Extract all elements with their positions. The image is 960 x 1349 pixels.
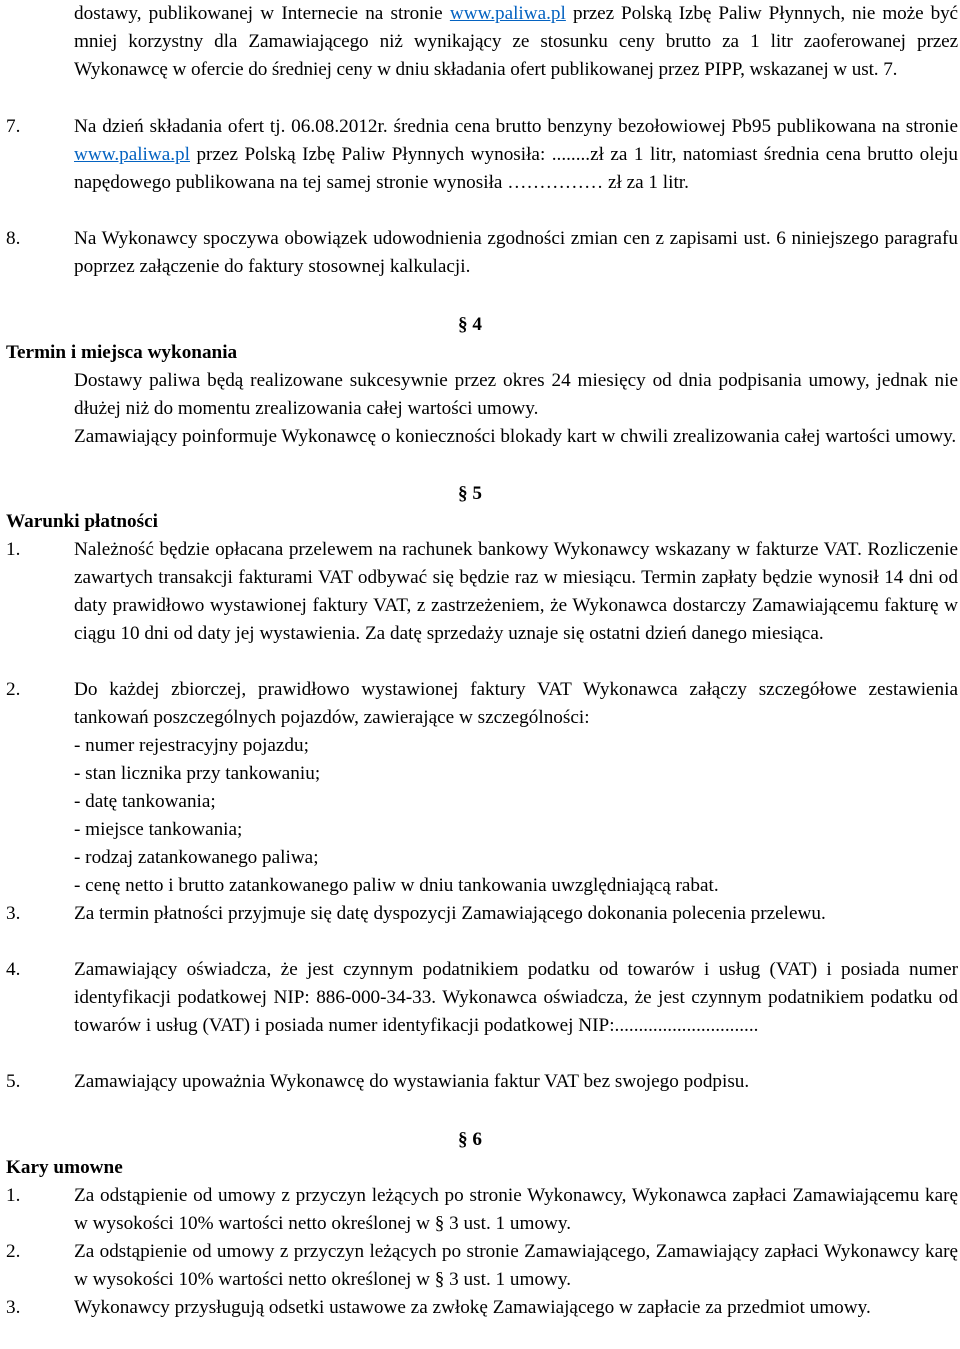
item-text: Należność będzie opłacana przelewem na rachunek bankowy Wykonawcy wskazany w fakturze VAT. Rozliczenie zawartych transakcji fakturami VAT odbywać się będzie raz w miesiącu. Termin zapłaty będzie wynosił 14 dni od daty prawidłowo wystawionej faktury VAT, z zastrzeżeniem, że Wykonawca dostarczy Zamawiającemu fakturę w ciągu 10 dni od daty jej wystawienia. Za datę sprzedaży uznaje się ostatni dzień danego miesiąca. bbox=[74, 539, 958, 644]
list-item: - stan licznika przy tankowaniu; bbox=[74, 763, 321, 784]
continuation-paragraph bbox=[74, 0, 958, 84]
list-item: - numer rejestracyjny pojazdu; bbox=[74, 735, 309, 756]
list-item: - miejsce tankowania; bbox=[74, 819, 243, 840]
item-text: Wykonawcy przysługują odsetki ustawowe za zwłokę Zamawiającego w zapłacie za przedmiot umowy. bbox=[74, 1297, 871, 1318]
item-number: 3. bbox=[6, 903, 21, 924]
section-title: Warunki płatności bbox=[6, 511, 158, 532]
item-8 bbox=[74, 225, 958, 281]
section-sign: § 6 bbox=[458, 1129, 482, 1150]
item-text: Za odstąpienie od umowy z przyczyn leżących po stronie Wykonawcy, Wykonawca zapłaci Zamawiającemu karę w wysokości 10% wartości netto określonej w § 3 ust. 1 umowy. bbox=[74, 1185, 958, 1234]
paragraph-text: Dostawy paliwa będą realizowane sukcesywnie przez okres 24 miesięcy od dnia podpisania umowy, jednak nie dłużej niż do momentu zrealizowania całej wartości umowy. bbox=[74, 370, 958, 419]
item-number: 3. bbox=[6, 1297, 21, 1318]
paliwa-link[interactable]: www.paliwa.pl bbox=[449, 3, 566, 24]
penalty-item-1 bbox=[74, 1182, 958, 1238]
payment-item-2 bbox=[74, 676, 958, 732]
list-item: - cenę netto i brutto zatankowanego paliw w dniu tankowania uwzględniającą rabat. bbox=[74, 875, 719, 896]
list-item: - datę tankowania; bbox=[74, 791, 216, 812]
section-sign: § 4 bbox=[458, 314, 482, 335]
section-paragraph bbox=[74, 367, 958, 423]
item-text: Do każdej zbiorczej, prawidłowo wystawionej faktury VAT Wykonawca załączy szczegółowe zestawienia tankowań poszczególnych pojazdów, zawierające w szczególności: bbox=[74, 679, 958, 728]
penalty-item-2 bbox=[74, 1238, 958, 1294]
item-number: 7. bbox=[6, 116, 21, 137]
payment-item-5 bbox=[74, 1068, 958, 1096]
payment-item-3 bbox=[74, 900, 958, 928]
item-text: Za odstąpienie od umowy z przyczyn leżących po stronie Zamawiającego, Zamawiający zapłaci Wykonawcy karę w wysokości 10% wartości netto określonej w § 3 ust. 1 umowy. bbox=[74, 1241, 958, 1290]
item-number: 2. bbox=[6, 679, 21, 700]
list-item: - rodzaj zatankowanego paliwa; bbox=[74, 847, 319, 868]
section-sign: § 5 bbox=[458, 483, 482, 504]
section-title: Kary umowne bbox=[6, 1157, 123, 1178]
section-paragraph bbox=[74, 423, 958, 451]
item-number: 4. bbox=[6, 959, 21, 980]
item-7 bbox=[74, 113, 958, 197]
item-text: Zamawiający oświadcza, że jest czynnym podatnikiem podatku od towarów i usług (VAT) i posiada numer identyfikacji podatkowej NIP: 886-000-34-33. Wykonawca oświadcza, że jest czynnym podatnikiem podatku od towarów i usług (VAT) i posiada numer identyfikacji podatkowej NIP:.............................. bbox=[74, 959, 958, 1036]
item-number: 5. bbox=[6, 1071, 21, 1092]
paragraph-text: dostawy, publikowanej w Internecie na stronie bbox=[74, 3, 450, 24]
item-number: 2. bbox=[6, 1241, 21, 1262]
item-number: 8. bbox=[6, 228, 21, 249]
item-text: Zamawiający upoważnia Wykonawcę do wystawiania faktur VAT bez swojego podpisu. bbox=[74, 1071, 750, 1092]
item-text: Na dzień składania ofert tj. 06.08.2012r. średnia cena brutto benzyny bezołowiowej Pb95 publikowana na stronie bbox=[74, 116, 958, 137]
paliwa-link[interactable]: www.paliwa.pl bbox=[74, 144, 190, 165]
item-number: 1. bbox=[6, 1185, 21, 1206]
penalty-item-3 bbox=[74, 1294, 958, 1322]
section-title: Termin i miejsca wykonania bbox=[6, 342, 238, 363]
payment-item-4 bbox=[74, 956, 958, 1040]
paragraph-text: Zamawiający poinformuje Wykonawcę o konieczności blokady kart w chwili zrealizowania całej wartości umowy. bbox=[74, 426, 957, 447]
paragraph-text: przez Polską Izbę Paliw Płynnych, nie może być mniej korzystny dla Zamawiającego niż wynikający ze stosunku ceny brutto za 1 litr zaoferowanej przez Wykonawcę w ofercie do średniej ceny w dniu składania ofert publikowanej przez PIPP, wskazanej w ust. 7. bbox=[74, 3, 958, 80]
sublist bbox=[74, 732, 958, 900]
item-number: 1. bbox=[6, 539, 21, 560]
payment-item-1 bbox=[74, 536, 958, 648]
item-text: Za termin płatności przyjmuje się datę dyspozycji Zamawiającego dokonania polecenia przelewu. bbox=[74, 903, 826, 924]
item-text: Na Wykonawcy spoczywa obowiązek udowodnienia zgodności zmian cen z zapisami ust. 6 niniejszego paragrafu poprzez załączenie do faktury stosownej kalkulacji. bbox=[74, 228, 958, 277]
item-text: przez Polską Izbę Paliw Płynnych wynosiła: ........zł za 1 litr, natomiast średnia cena brutto oleju napędowego publikowana na tej samej stronie wynosiła …………… zł za 1 litr. bbox=[74, 144, 958, 193]
